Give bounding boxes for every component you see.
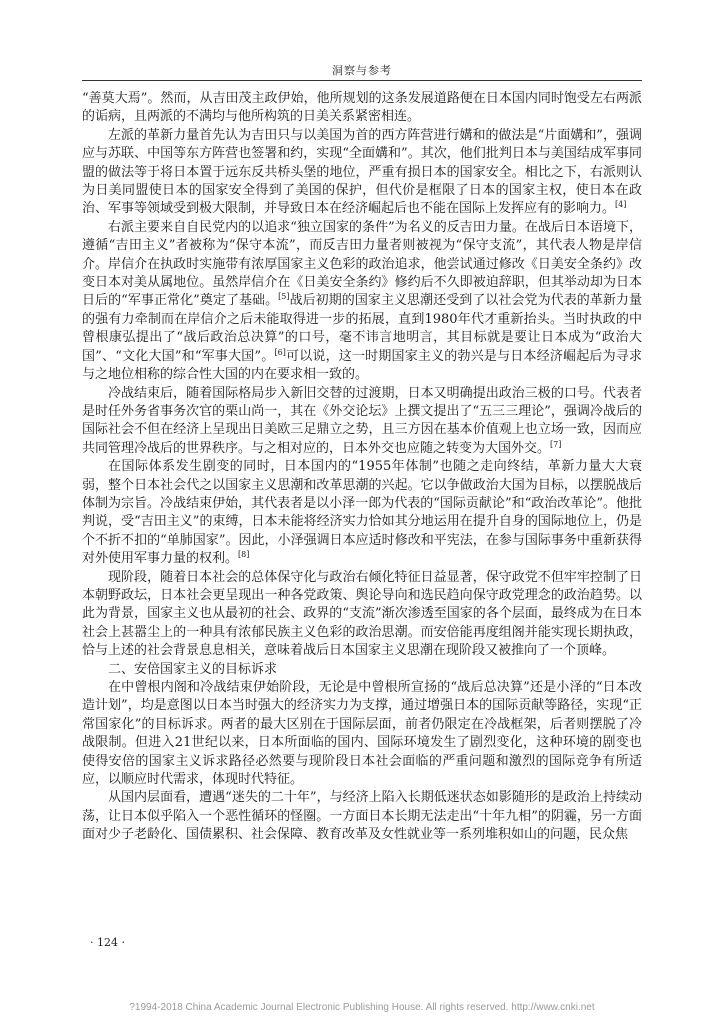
page-number: · 124 · <box>90 936 125 949</box>
paragraph: 在国际体系发生剧变的同时，日本国内的“1955年体制”也随之走向终结，革新力量大大衰弱，整个日本社会代之以国家主义思潮和改革思潮的兴起。它以争做政治大国为目标，以摆脱战后体制为宗旨。冷战结束伊始，其代表者是以小泽一郎为代表的“国际贡献论”和“政治改革论”。他批判说，受“吉田主义”的束缚，日本未能将经济实力恰如其分地运用在提升自身的国际地位上，仍是个不折不扣的“单肺国家”。因此，小泽强调日本应适时修改和平宪法，在参与国际事务中重新获得对外使用军事力量的权利。[8] <box>82 459 642 567</box>
footnote-ref: [4] <box>615 200 627 210</box>
section-heading: 二、安倍国家主义的目标诉求 <box>108 661 278 677</box>
header-rule <box>82 80 642 81</box>
paragraph: 现阶段，随着日本社会的总体保守化与政治右倾化特征日益显著，保守政党不但牢牢控制了日本朝野政坛，日本社会更呈现出一种各党政策、舆论导向和选民趋向保守政党理念的政治趋势。以此为背景，国家主义也从最初的社会、政界的“支流”渐次渗透至国家的各个层面，最终成为在日本社会上甚嚣尘上的一种具有浓郁民族主义色彩的政治思潮。而安倍能再度组阁并能实现长期执政，恰与上述的社会背景息息相关，意味着战后日本国家主义思潮在现阶段又被推向了一个顶峰。 <box>82 569 642 659</box>
footnote-ref: [8] <box>238 550 250 560</box>
paragraph: 从国内层面看，遭遇“迷失的二十年”，与经济上陷入长期低迷状态如影随形的是政治上持续动荡，让日本似乎陷入一个恶性循环的怪圈。一方面日本长期无法走出“十年九相”的阴霾，另一方面面对少子老龄化、国债累积、社会保障、教育改革及女性就业等一系列堆积如山的问题，民众焦 <box>82 790 642 843</box>
running-header: 洞察与参考 <box>332 64 392 77</box>
paragraph: 冷战结束后，随着国际格局步入新旧交替的过渡期，日本又明确提出政治三极的口号。代表者是时任外务省事务次官的栗山尚一，其在《外交论坛》上撰文提出了“五三三理论”，强调冷战后的国际社会不但在经济上呈现出日美欧三足鼎立之势，且三方因在基本价值观上也立场一致，因而应共同管理冷战后的世界秩序。与之相对应的，日本外交也应随之转变为大国外交。[7] <box>82 385 642 456</box>
footnote-ref: [5] <box>278 292 290 302</box>
paragraph: 左派的革新力量首先认为吉田只与以美国为首的西方阵营进行媾和的做法是“片面媾和”，强调应与苏联、中国等东方阵营也签署和约，实现“全面媾和”。其次，他们批判日本与美国结成军事同盟的做法等于将日本置于远东反共桥头堡的地位，严重有损日本的国家安全。相比之下，右派则认为日美同盟使日本的国家安全得到了美国的保护，但代价是框限了日本的国家主权，使日本在政治、军事等领域受到极大限制，并导致日本在经济崛起后也不能在国际上发挥应有的影响力。[4] <box>82 127 642 217</box>
footnote-ref: [7] <box>550 439 562 449</box>
copyright-notice: ?1994-2018 China Academic Journal Electronic Publishing House. All rights reserved. http://www.cnki.net <box>129 1002 595 1013</box>
paragraph: “善莫大焉”。然而，从吉田茂主政伊始，他所规划的这条发展道路便在日本国内同时饱受左右两派的诟病，且两派的不满均与他所构筑的日美关系紧密相连。 <box>82 91 642 125</box>
footnote-ref: [6] <box>274 347 286 357</box>
paragraph: 在中曾根内阁和冷战结束伊始阶段，无论是中曾根所宣扬的“战后总决算”还是小泽的“日本改造计划”，均是意图以日本当时强大的经济实力为支撑，通过增强日本的国际贡献等路径，实现“正常国家化”的目标诉求。两者的最大区别在于国际层面，前者仍限定在冷战框架，后者则摆脱了冷战限制。但进入21世纪以来，日本所面临的国内、国际环境发生了剧烈变化，这种环境的剧变也使得安倍的国家主义诉求路径必然要与现阶段日本社会面临的严重问题和激烈的国际竞争有所适应，以顺应时代需求，体现时代特征。 <box>82 680 642 788</box>
article-body <box>82 90 642 845</box>
paragraph: 右派主要来自自民党内的以追求“独立国家的条件”为名义的反吉田力量。在战后日本语境下，遵循“吉田主义”者被称为“保守本流”，而反吉田力量者则被视为“保守支流”，其代表人物是岸信介。岸信介在执政时实施带有浓厚国家主义色彩的政治追求，他尝试通过修改《日美安全条约》改变日本对美从属地位。虽然岸信介在《日美安全条约》修约后不久即被迫辞职，但其举动却为日本日后的“军事正常化”奠定了基础。[5]战后初期的国家主义思潮还受到了以社会党为代表的革新力量的强有力牵制而在岸信介之后未能取得进一步的拓展，直到1980年代才重新抬头。当时执政的中曾根康弘提出了“战后政治总决算”的口号，毫不讳言地明言，其目标就是要让日本成为“政治大国”、“文化大国”和“军事大国”。[6]可以说，这一时期国家主义的勃兴是与日本经济崛起后为寻求与之地位相称的综合性大国的内在要求相一致的。 <box>82 219 642 383</box>
